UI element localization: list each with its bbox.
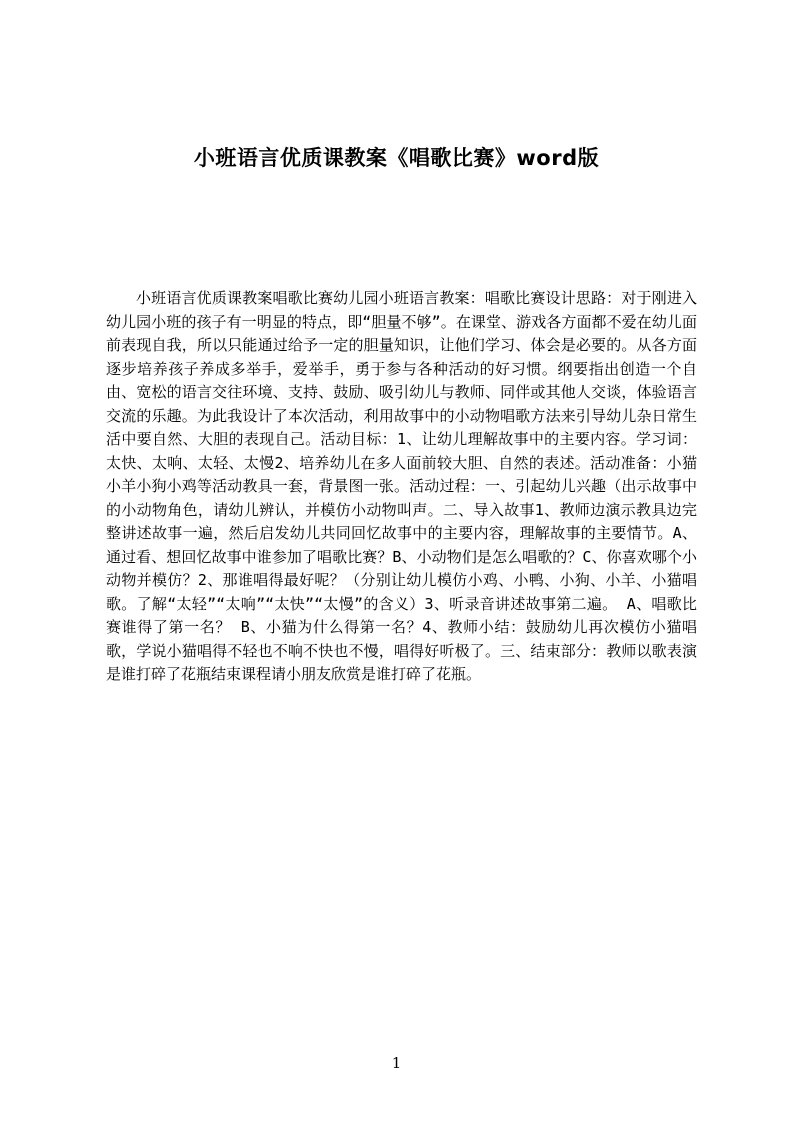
document-title: 小班语言优质课教案《唱歌比赛》word版 bbox=[193, 146, 600, 170]
page-number: 1 bbox=[391, 1054, 402, 1072]
body-paragraph: 小班语言优质课教案唱歌比赛幼儿园小班语言教案：唱歌比赛设计思路：对于刚进入幼儿园小班的孩子有一明显的特点，即“胆量不够”。在课堂、游戏各方面都不爱在幼儿面前表现自我，所以只能通过给予一定的胆量知识，让他们学习、体会是必要的。从各方面逐步培养孩子养成多举手，爱举手，勇于参与各种活动的好习惯。纲要指出创造一个自由、宽松的语言交往环境、支持、鼓励、吸引幼儿与教师、同伴或其他人交谈，体验语言交流的乐趣。为此我设计了本次活动，利用故事中的小动物唱歌方法来引导幼儿杂日常生活中要自然、大胆的表现自己。活动目标：1、让幼儿理解故事中的主要内容。学习词：太快、太响、太轻、太慢2、培养幼儿在多人面前较大胆、自然的表述。活动准备：小猫小羊小狗小鸡等活动教具一套，背景图一张。活动过程：一、引起幼儿兴趣（出示故事中的小动物角色，请幼儿辨认，并模仿小动物叫声。二、导入故事1、教师边演示教具边完整讲述故事一遍，然后启发幼儿共同回忆故事中的主要内容，理解故事的主要情节。A、通过看、想回忆故事中谁参加了唱歌比赛？B、小动物们是怎么唱歌的？C、你喜欢哪个小动物并模仿？2、那谁唱得最好呢？（分别让幼儿模仿小鸡、小鸭、小狗、小羊、小猫唱歌。了解“太轻”“太响”“太快”“太慢”的含义）3、听录音讲述故事第二遍。 A、唱歌比赛谁得了第一名？ B、小猫为什么得第一名？4、教师小结：鼓励幼儿再次模仿小猫唱歌，学说小猫唱得不轻也不响不快也不慢，唱得好听极了。三、结束部分：教师以歌表演是谁打碎了花瓶结束课程请小朋友欣赏是谁打碎了花瓶。 bbox=[106, 289, 697, 683]
